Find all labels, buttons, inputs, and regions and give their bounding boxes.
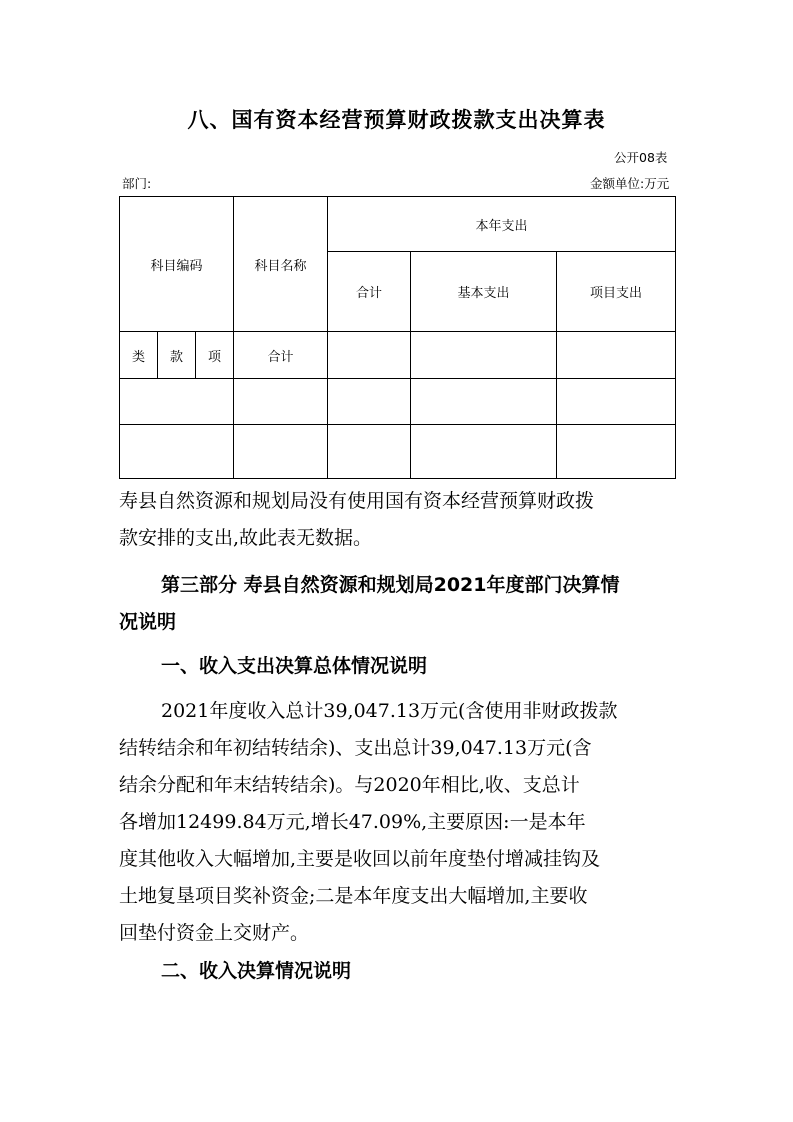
body-line: 各增加12499.84万元,增长47.09%,主要原因:一是本年 <box>119 811 586 833</box>
table-row <box>120 425 676 479</box>
body-line: 结转结余和年初结转结余)、支出总计39,047.13万元(含 <box>119 737 592 759</box>
current-year-expense-header: 本年支出 <box>328 197 676 252</box>
note-line: 款安排的支出,故此表无数据。 <box>119 527 373 549</box>
expense-table <box>119 196 676 479</box>
department-label: 部门: <box>122 176 152 191</box>
basic-expense-header: 基本支出 <box>411 252 557 332</box>
section-header: 款 <box>158 332 196 379</box>
amount-unit-label: 金额单位:万元 <box>590 176 670 191</box>
table-cell <box>328 425 411 479</box>
table-cell <box>411 425 557 479</box>
table-cell <box>120 425 234 479</box>
table-number: 公开08表 <box>614 150 668 165</box>
table-cell <box>411 379 557 425</box>
table-cell <box>328 332 411 379</box>
section-one-heading: 一、收入支出决算总体情况说明 <box>161 655 428 677</box>
table-cell <box>557 379 676 425</box>
heading-line: 第三部分 寿县自然资源和规划局2021年度部门决算情 <box>161 574 620 596</box>
subject-name-header: 科目名称 <box>234 197 328 332</box>
body-line: 2021年度收入总计39,047.13万元(含使用非财政拨款 <box>161 700 618 722</box>
total-header: 合计 <box>328 252 411 332</box>
table-cell <box>557 425 676 479</box>
no-data-note <box>119 483 679 557</box>
table-cell <box>411 332 557 379</box>
table-cell <box>234 379 328 425</box>
section-one-body <box>119 693 679 952</box>
page-title: 八、国有资本经营预算财政拨款支出决算表 <box>187 108 606 132</box>
note-line: 寿县自然资源和规划局没有使用国有资本经营预算财政拨 <box>119 490 595 512</box>
table-cell <box>328 379 411 425</box>
item-header: 项 <box>196 332 234 379</box>
table-cell <box>234 425 328 479</box>
part-three-heading <box>119 567 679 641</box>
body-line: 土地复垦项目奖补资金;二是本年度支出大幅增加,主要收 <box>119 885 588 907</box>
category-header: 类 <box>120 332 158 379</box>
table-row <box>120 379 676 425</box>
row-total-label: 合计 <box>234 332 328 379</box>
body-line: 回垫付资金上交财产。 <box>119 922 310 944</box>
section-two-heading: 二、收入决算情况说明 <box>161 960 352 982</box>
heading-line: 况说明 <box>119 611 177 633</box>
body-line: 度其他收入大幅增加,主要是收回以前年度垫付增减挂钩及 <box>119 848 601 870</box>
subject-code-header: 科目编码 <box>120 197 234 332</box>
project-expense-header: 项目支出 <box>557 252 676 332</box>
table-cell <box>120 379 234 425</box>
table-cell <box>557 332 676 379</box>
body-line: 结余分配和年末结转结余)。与2020年相比,收、支总计 <box>119 774 580 796</box>
